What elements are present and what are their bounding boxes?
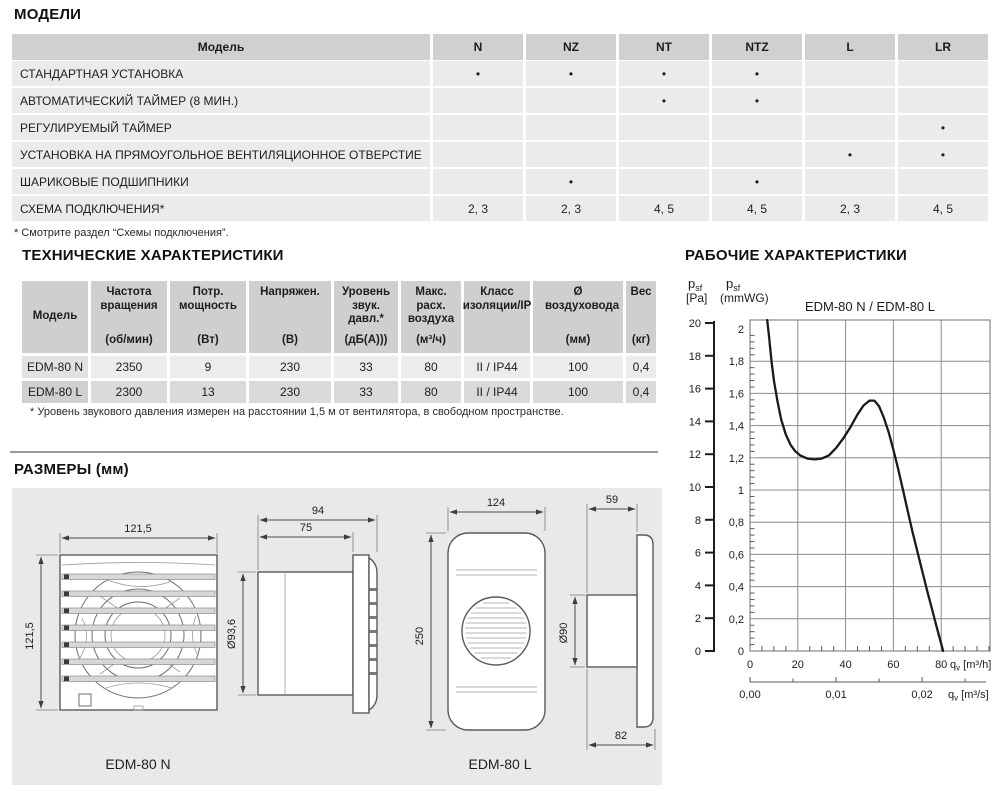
tech-header-title: Ø воздуховода: [545, 286, 620, 312]
feature-label: ШАРИКОВЫЕ ПОДШИПНИКИ: [12, 169, 430, 194]
mmwg-tick-label: 1,8: [728, 356, 744, 369]
tech-model-name: EDM-80 L: [22, 381, 88, 403]
feature-dot: •: [619, 88, 709, 113]
feature-dot: [805, 115, 895, 140]
tech-value: II / IP44: [464, 381, 530, 403]
mmwg-sym: p: [726, 276, 734, 291]
models-header-col: NTZ: [712, 34, 802, 60]
tech-header-cell: [91, 281, 167, 353]
dim-l-duct-diameter: Ø90: [558, 622, 570, 644]
models-section-title: МОДЕЛИ: [14, 6, 82, 23]
tech-value: II / IP44: [464, 356, 530, 378]
tech-header-title: Уровень звук. давл.*: [341, 286, 391, 326]
x2-tick-label: 0,01: [825, 689, 847, 701]
feature-dot: •: [712, 169, 802, 194]
models-header-col: NZ: [526, 34, 616, 60]
dim-n-front-height: 121,5: [24, 622, 36, 650]
tech-header-cell: [533, 281, 623, 353]
feature-dot: [433, 142, 523, 167]
edm80n-caption: EDM-80 N: [105, 756, 171, 772]
models-header-model: Модель: [12, 34, 430, 60]
feature-label: УСТАНОВКА НА ПРЯМОУГОЛЬНОЕ ВЕНТИЛЯЦИОННОЕ ОТВЕРСТИЕ: [12, 142, 430, 167]
mmwg-tick-label: 1,2: [728, 452, 744, 465]
tech-header-title: Макс. расх. воздуха: [407, 286, 455, 326]
tech-section-title: ТЕХНИЧЕСКИЕ ХАРАКТЕРИСТИКИ: [22, 247, 284, 264]
models-header-col: L: [805, 34, 895, 60]
tech-value: 0,4: [626, 356, 656, 378]
tech-value: 9: [170, 356, 246, 378]
pa-axis: [689, 318, 714, 658]
tech-header-cell: [249, 281, 331, 353]
feature-dot: [433, 115, 523, 140]
x2-tick-label: 0,02: [911, 689, 933, 701]
x-axis-unit-m3s: [948, 689, 989, 703]
dimensions-panel: [12, 488, 662, 785]
feature-dot: [526, 88, 616, 113]
pa-tick-label: 2: [694, 613, 701, 626]
performance-curve: [767, 320, 943, 651]
tech-header-title: Частота вращения: [100, 286, 158, 312]
tech-header-cell: [401, 281, 461, 353]
feature-dot: [805, 61, 895, 86]
pa-tick-label: 0: [694, 646, 701, 658]
tech-header-unit: (мм): [565, 334, 591, 347]
tech-value: 13: [170, 381, 246, 403]
pa-tick-label: 10: [688, 482, 701, 494]
tech-value: 80: [401, 356, 461, 378]
tech-header-title: Модель: [32, 310, 78, 323]
edm80l-side-drawing: [558, 494, 655, 750]
tech-header-title: Класс изоляции/IP: [462, 286, 532, 312]
pa-tick-label: 20: [688, 318, 701, 330]
dim-l-flange-depth: 59: [605, 494, 619, 506]
models-table: [12, 34, 988, 221]
tech-header-cell: [626, 281, 656, 353]
dims-section-title: РАЗМЕРЫ (мм): [14, 461, 129, 478]
pa-tick-label: 16: [688, 383, 701, 396]
tech-model-name: EDM-80 N: [22, 356, 88, 378]
performance-chart: [680, 270, 1000, 730]
tech-value: 100: [533, 356, 623, 378]
models-header-col: N: [433, 34, 523, 60]
tech-footnote: * Уровень звукового давления измерен на расстоянии 1,5 м от вентилятора, в свободном пространстве.: [30, 406, 564, 418]
feature-dot: •: [526, 169, 616, 194]
q-sub: v: [954, 693, 959, 703]
chart-gridlines: [750, 320, 990, 651]
feature-dot: •: [712, 88, 802, 113]
mmwg-axis-labels: [729, 324, 744, 658]
feature-dot: [898, 61, 988, 86]
feature-dot: •: [898, 115, 988, 140]
tech-value: 100: [533, 381, 623, 403]
x-tick-label: 20: [791, 659, 804, 671]
feature-label: СТАНДАРТНАЯ УСТАНОВКА: [12, 61, 430, 86]
feature-dot: [526, 142, 616, 167]
tech-header-unit: (кг): [631, 334, 651, 347]
tech-value: 0,4: [626, 381, 656, 403]
perf-section-title: РАБОЧИЕ ХАРАКТЕРИСТИКИ: [685, 247, 908, 264]
feature-label: СХЕМА ПОДКЛЮЧЕНИЯ*: [12, 196, 430, 221]
mmwg-tick-label: 0,4: [728, 581, 744, 594]
feature-dot: [712, 115, 802, 140]
chart-title: EDM-80 N / EDM-80 L: [804, 299, 936, 314]
x-tick-label: 80: [935, 659, 948, 671]
models-footnote: * Смотрите раздел “Схемы подключения”.: [14, 227, 229, 239]
pa-sym: p: [688, 276, 696, 291]
feature-dot: [619, 115, 709, 140]
feature-dot: [805, 169, 895, 194]
pa-axis-unit: [Pa]: [686, 291, 708, 305]
feature-dot: [712, 142, 802, 167]
feature-dot: •: [433, 61, 523, 86]
dim-n-depth-total: 94: [311, 505, 325, 517]
chart-minor-ticks: [750, 335, 989, 651]
wiring-scheme-value: 4, 5: [619, 196, 709, 221]
tech-value: 2350: [91, 356, 167, 378]
mmwg-tick-label: 1: [737, 485, 744, 497]
mmwg-tick-label: 2: [737, 324, 744, 336]
x-axis-unit-m3h: [950, 659, 991, 673]
section-divider: [10, 451, 658, 453]
tech-header-unit: (дБ(А))): [344, 334, 388, 347]
edm80n-side-drawing: [226, 505, 377, 713]
wiring-scheme-value: 4, 5: [712, 196, 802, 221]
feature-dot: •: [712, 61, 802, 86]
mmwg-tick-label: 0: [737, 646, 744, 658]
tech-header-cell: [170, 281, 246, 353]
feature-dot: [433, 88, 523, 113]
tech-table: [22, 281, 656, 403]
x-axis-labels: [747, 659, 947, 671]
feature-label: АВТОМАТИЧЕСКИЙ ТАЙМЕР (8 МИН.): [12, 88, 430, 113]
tech-header-unit: (Вт): [197, 334, 219, 347]
tech-header-unit: (м³/ч): [416, 334, 446, 347]
tech-header-unit: (об/мин): [105, 334, 153, 347]
tech-header-title: Потр. мощность: [179, 286, 237, 312]
pa-tick-label: 12: [688, 449, 701, 462]
tech-header-cell: [334, 281, 398, 353]
wiring-scheme-value: 2, 3: [433, 196, 523, 221]
mmwg-tick-label: 1,4: [728, 420, 744, 433]
tech-header-title: Напряжен.: [260, 286, 320, 298]
q-unit: [m³/h]: [960, 659, 992, 671]
edm80l-front-drawing: [414, 497, 545, 772]
feature-dot: [619, 142, 709, 167]
pa-tick-label: 6: [694, 547, 701, 560]
models-header-col: LR: [898, 34, 988, 60]
feature-dot: •: [805, 142, 895, 167]
q-sym: q: [948, 689, 955, 701]
x2-tick-label: 0,00: [739, 689, 761, 701]
tech-value: 2300: [91, 381, 167, 403]
edm80l-caption: EDM-80 L: [468, 756, 532, 772]
x-tick-label: 40: [839, 659, 852, 671]
mmwg-tick-label: 0,8: [728, 517, 744, 530]
pa-sub: sf: [695, 283, 703, 293]
tech-value: 80: [401, 381, 461, 403]
dim-l-front-height: 250: [414, 626, 426, 646]
feature-dot: [433, 169, 523, 194]
pa-tick-label: 18: [688, 350, 701, 363]
mmwg-axis-unit: (mmWG): [720, 291, 769, 305]
dim-l-front-width: 124: [486, 497, 506, 509]
feature-dot: [898, 169, 988, 194]
dimension-drawings: [12, 488, 662, 785]
mmwg-tick-label: 0,6: [728, 549, 744, 562]
x-tick-label: 0: [746, 659, 754, 671]
feature-dot: •: [526, 61, 616, 86]
tech-header-cell: [464, 281, 530, 353]
feature-label: РЕГУЛИРУЕМЫЙ ТАЙМЕР: [12, 115, 430, 140]
dim-n-front-width: 121,5: [124, 523, 152, 535]
plot-border: [750, 320, 990, 651]
pa-tick-label: 14: [688, 416, 701, 429]
dim-l-depth-total: 82: [614, 730, 628, 742]
feature-dot: [619, 169, 709, 194]
mmwg-tick-label: 1,6: [728, 388, 744, 401]
pa-tick-label: 4: [694, 580, 701, 593]
tech-header-title: Вес: [630, 286, 652, 298]
models-header-col: NT: [619, 34, 709, 60]
tech-value: 230: [249, 381, 331, 403]
edm80n-front-drawing: [24, 523, 217, 772]
dim-n-duct-diameter: Ø93,6: [226, 619, 238, 649]
wiring-scheme-value: 2, 3: [805, 196, 895, 221]
tech-value: 33: [334, 381, 398, 403]
feature-dot: •: [619, 61, 709, 86]
q-sub: v: [956, 663, 961, 673]
q-sym: q: [950, 659, 957, 671]
pa-tick-label: 8: [694, 514, 701, 527]
q-unit: [m³/s]: [958, 689, 989, 701]
feature-dot: •: [898, 142, 988, 167]
mmwg-tick-label: 0,2: [728, 613, 744, 626]
tech-value: 230: [249, 356, 331, 378]
mmwg-sub: sf: [733, 283, 741, 293]
tech-header-unit: (В): [282, 334, 298, 347]
x-tick-label: 60: [887, 659, 900, 671]
tech-header-cell: [22, 281, 88, 353]
wiring-scheme-value: 4, 5: [898, 196, 988, 221]
dim-n-depth-duct: 75: [299, 522, 313, 534]
wiring-scheme-value: 2, 3: [526, 196, 616, 221]
feature-dot: [805, 88, 895, 113]
feature-dot: [526, 115, 616, 140]
tech-value: 33: [334, 356, 398, 378]
feature-dot: [898, 88, 988, 113]
